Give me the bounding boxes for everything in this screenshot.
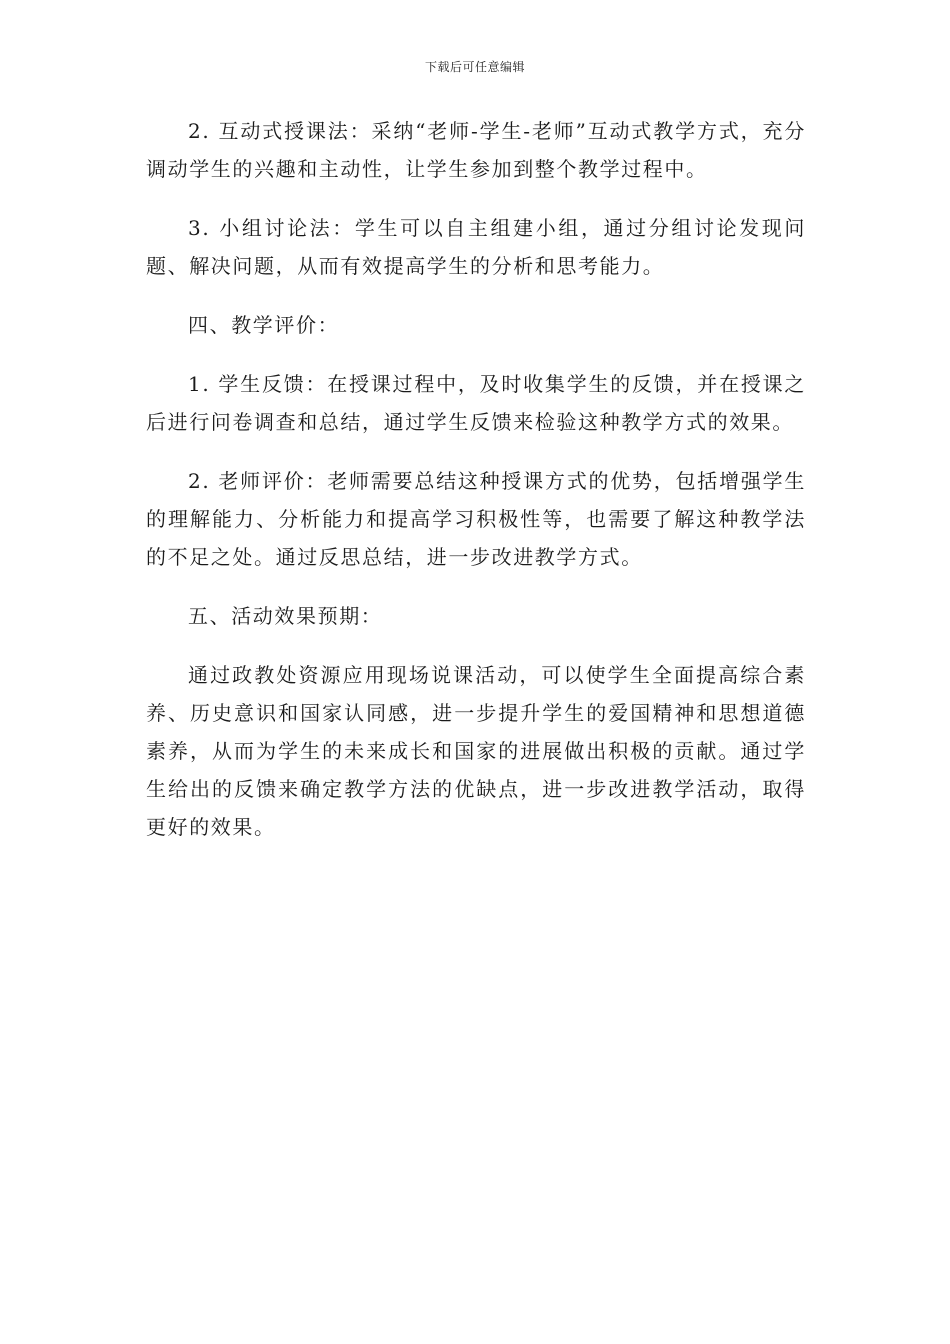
paragraph-interactive-method: 2. 互动式授课法：采纳“老师-学生-老师”互动式教学方式，充分调动学生的兴趣和主动性，让学生参加到整个教学过程中。 [146,119,806,181]
paragraph-group-discussion: 3. 小组讨论法：学生可以自主组建小组，通过分组讨论发现问题、解决问题，从而有效提高学生的分析和思考能力。 [146,216,806,278]
section-heading-evaluation: 四、教学评价： [188,313,340,337]
document-body [146,112,806,867]
paragraph-teacher-evaluation: 2. 老师评价：老师需要总结这种授课方式的优势，包括增强学生的理解能力、分析能力和提高学习积极性等，也需要了解这种教学法的不足之处。通过反思总结，进一步改进教学方式。 [146,469,806,569]
paragraph-expected-effect: 通过政教处资源应用现场说课活动，可以使学生全面提高综合素养、历史意识和国家认同感，进一步提升学生的爱国精神和思想道德素养，从而为学生的未来成长和国家的进展做出积极的贡献。通过学生给出的反馈来确定教学方法的优缺点，进一步改进教学活动，取得更好的效果。 [146,663,806,839]
page-header: 下载后可任意编辑 [424,60,525,74]
paragraph-student-feedback: 1. 学生反馈：在授课过程中，及时收集学生的反馈，并在授课之后进行问卷调查和总结，通过学生反馈来检验这种教学方式的效果。 [146,372,806,434]
section-heading-expected-effect: 五、活动效果预期： [188,604,383,628]
